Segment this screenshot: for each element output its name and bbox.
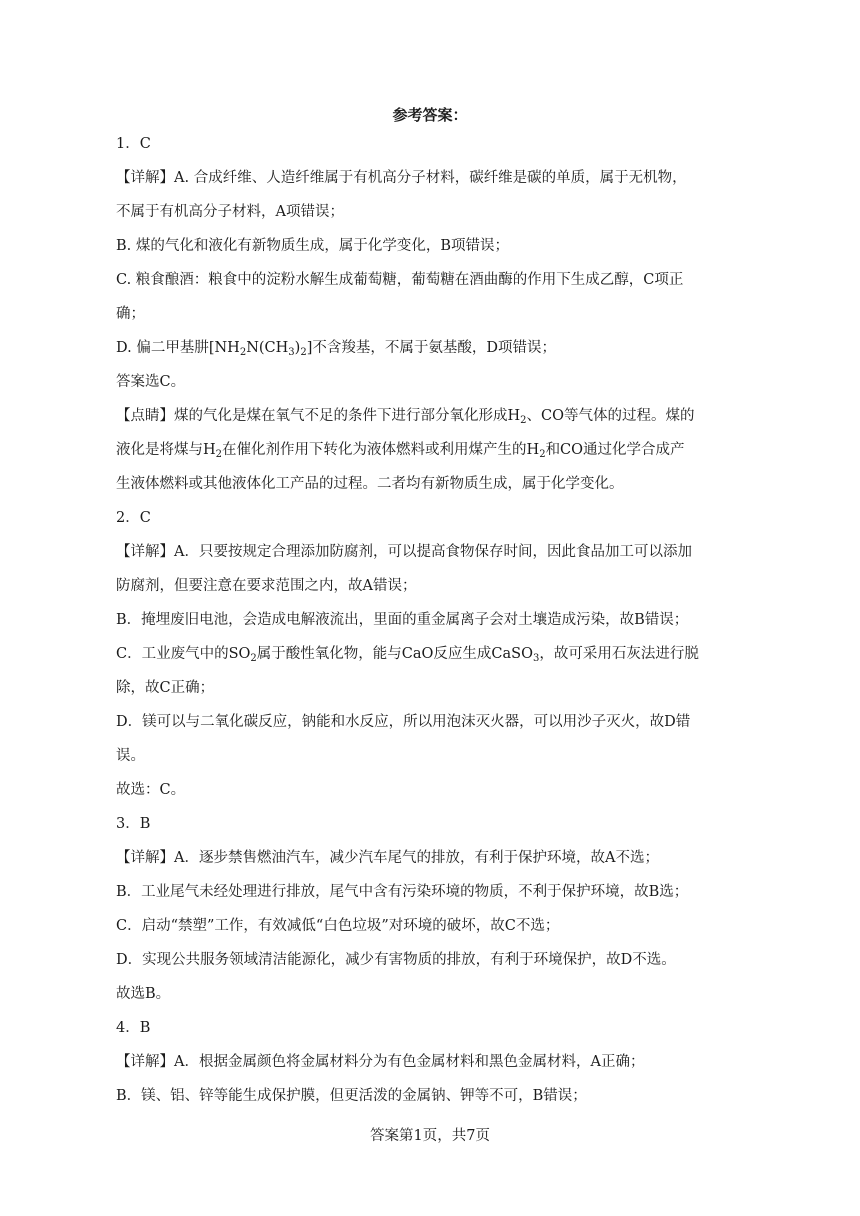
text-line: 【详解】A．只要按规定合理添加防腐剂，可以提高食物保存时间，因此食品加工可以添加 — [116, 544, 692, 560]
text-line: B．工业尾气未经处理进行排放，尾气中含有污染环境的物质，不利于保护环境，故B选； — [116, 884, 689, 900]
text-line: 3．B — [116, 816, 151, 832]
text-line: 答案选C。 — [116, 374, 186, 390]
text-line: 不属于有机高分子材料，A项错误； — [116, 204, 344, 220]
text-line: C. 粮食酿酒：粮食中的淀粉水解生成葡萄糖，葡萄糖在酒曲酶的作用下生成乙醇，C项正 — [116, 272, 684, 288]
text-line: D．实现公共服务领域清洁能源化，减少有害物质的排放，有利于环境保护，故D不选。 — [116, 952, 676, 968]
text-line: 液化是将煤与$H_2$在催化剂作用下转化为液体燃料或利用煤产生的$H_2$和CO通过化学合成产 — [116, 442, 685, 460]
text-line: B．掩埋废旧电池，会造成电解液流出，里面的重金属离子会对土壤造成污染，故B错误； — [116, 612, 689, 628]
text-line: 除，故C正确； — [116, 680, 215, 696]
text-line: 【详解】A. 合成纤维、人造纤维属于有机高分子材料，碳纤维是碳的单质，属于无机物， — [116, 170, 687, 186]
text-line: B．镁、铝、锌等能生成保护膜，但更活泼的金属钠、钾等不可，B错误； — [116, 1088, 587, 1104]
text-line: 故选B。 — [116, 986, 171, 1002]
text-line: 【详解】A．逐步禁售燃油汽车，减少汽车尾气的排放，有利于保护环境，故A不选； — [116, 850, 659, 866]
text-line: 2．C — [116, 510, 151, 526]
text-line: 故选：C。 — [116, 782, 186, 798]
text-line: C．工业废气中的$SO_2$属于酸性氧化物，能与CaO反应生成CaSO$_3$，故可采用石灰法进行脱 — [116, 646, 699, 664]
text-line: 1．C — [116, 136, 151, 152]
text-line: C．启动“禁塑”工作，有效减低“白色垃圾”对环境的破坏，故C不选； — [116, 918, 560, 934]
text-line: B. 煤的气化和液化有新物质生成，属于化学变化，B项错误； — [116, 238, 510, 254]
answer-content — [116, 131, 744, 1117]
text-line: 【点睛】煤的气化是煤在氧气不足的条件下进行部分氧化形成$H_2$、CO等气体的过程。煤的 — [116, 408, 695, 426]
text-line: 生液体燃料或其他液体化工产品的过程。二者均有新物质生成，属于化学变化。 — [116, 476, 624, 492]
text-line: 【详解】A．根据金属颜色将金属材料分为有色金属材料和黑色金属材料，A正确； — [116, 1054, 645, 1070]
page-title: 参考答案： — [392, 106, 468, 124]
text-line: 防腐剂，但要注意在要求范围之内，故A错误； — [116, 578, 417, 594]
text-line: D. 偏二甲基肼$[NH_2N(CH_3)_2]$不含羧基，不属于氨基酸，D项错误； — [116, 340, 556, 358]
text-line: 确； — [116, 306, 145, 322]
text-line: 误。 — [116, 748, 145, 764]
text-line: 4．B — [116, 1020, 151, 1036]
text-line: D．镁可以与二氧化碳反应，钠能和水反应，所以用泡沫灭火器，可以用沙子灭火，故D错 — [116, 714, 691, 730]
page-footer: 答案第1页，共7页 — [370, 1128, 490, 1144]
